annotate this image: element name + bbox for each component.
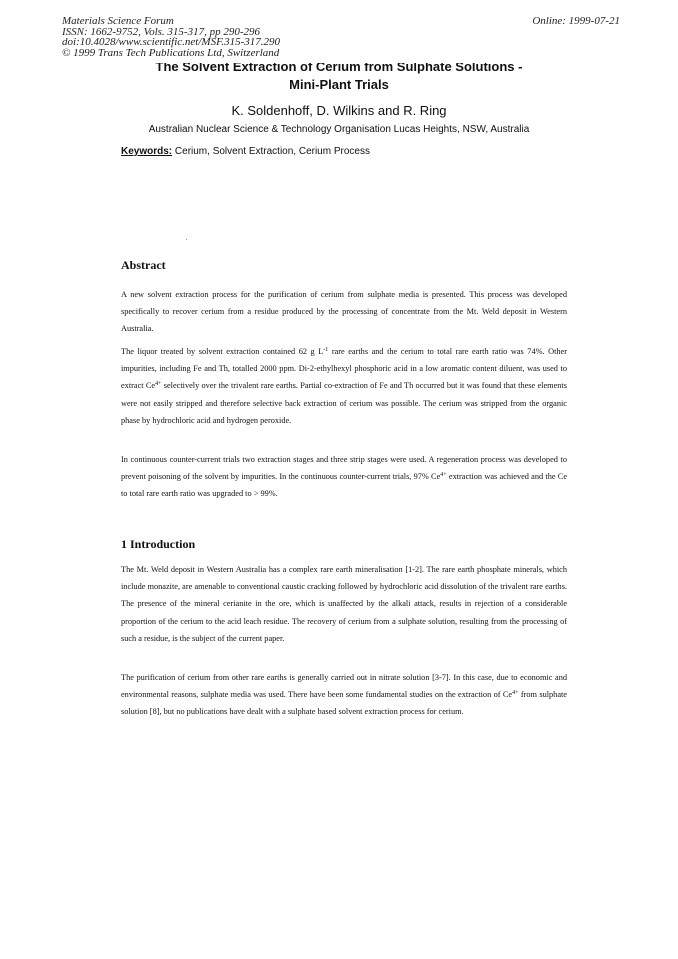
keywords xyxy=(121,146,370,157)
keywords-label: Keywords: xyxy=(121,146,173,157)
doi-line: doi:10.4028/www.scientific.net/MSF.315-317.290 xyxy=(62,36,281,48)
publication-info xyxy=(62,16,280,58)
abstract-paragraph-3: In continuous counter-current trials two extraction stages and three strip stages were used. A regeneration process was developed to prevent poisoning of the solvent by impurities. In the continuous counter-current trials, 97% $Ce^{4+}$ extraction was achieved and the Ce to total rare earth ratio was upgraded to > 99%. xyxy=(121,455,567,499)
issn-line: ISSN: 1662-9752, Vols. 315-317, pp 290-296 xyxy=(62,25,260,38)
abstract-paragraph-2: The liquor treated by solvent extraction contained 62 g $L^{-1}$ rare earths and the cerium to total rare earth ratio was 74%. Other impurities, including Fe and Th, totalled 2000 ppm. Di-2-ethylhexyl phosphoric acid in a low aromatic content diluent, was used to extract $Ce^{4+}$ selectively over the trivalent rare earths. Partial co-extraction of Fe and Th occurred but it was found that these elements were not easily stripped and therefore selective back extraction of cerium was possible. The cerium was stripped from the organic phase by hydrochloric acid and hydrogen peroxide. xyxy=(121,347,567,425)
journal-name: Materials Science Forum xyxy=(62,15,174,27)
introduction-paragraph-1: The Mt. Weld deposit in Western Australia has a complex rare earth mineralisation [1-2]. The rare earth phosphate minerals, which include monazite, are amenable to conventional caustic cracking followed by hydrochloric acid dissolution of the trivalent rare earths. The presence of the mineral cerianite in the ore, which is unaffected by the alkali attack, results in rejection of a considerable proportion of the cerium to the acid leach residue. The recovery of cerium from a sulphate solution, resulting from the processing of such a residue, is the subject of the current paper. xyxy=(121,565,567,643)
authors: K. Soldenhoff, D. Wilkins and R. Ring xyxy=(231,103,447,118)
affiliation: Australian Nuclear Science & Technology Organisation Lucas Heights, NSW, Australia xyxy=(148,124,530,135)
online-date: Online: 1999-07-21 xyxy=(532,15,620,27)
paper-title-line-2: Mini-Plant Trials xyxy=(289,77,389,92)
introduction-heading: 1 Introduction xyxy=(121,537,196,551)
paper-title-line-1: The Solvent Extraction of Cerium from Sulphate Solutions - xyxy=(155,63,523,74)
abstract-heading: Abstract xyxy=(121,258,166,272)
keywords-text: Cerium, Solvent Extraction, Cerium Process xyxy=(174,146,370,157)
copyright-line: © 1999 Trans Tech Publications Ltd, Switzerland xyxy=(62,46,280,59)
scan-speck xyxy=(186,239,187,240)
abstract-paragraph-1: A new solvent extraction process for the purification of cerium from sulphate media is presented. This process was developed specifically to recover cerium from a residue produced by the processing of concentrate from the Mt. Weld deposit in Western Australia. xyxy=(121,290,567,334)
introduction-paragraph-2: The purification of cerium from other rare earths is generally carried out in nitrate solution [3-7]. In this case, due to economic and environmental reasons, sulphate media was used. There have been some fundamental studies on the extraction of $Ce^{4+}$ from sulphate solution [8], but no publications have dealt with a sulphate based solvent extraction process for cerium. xyxy=(121,673,567,717)
